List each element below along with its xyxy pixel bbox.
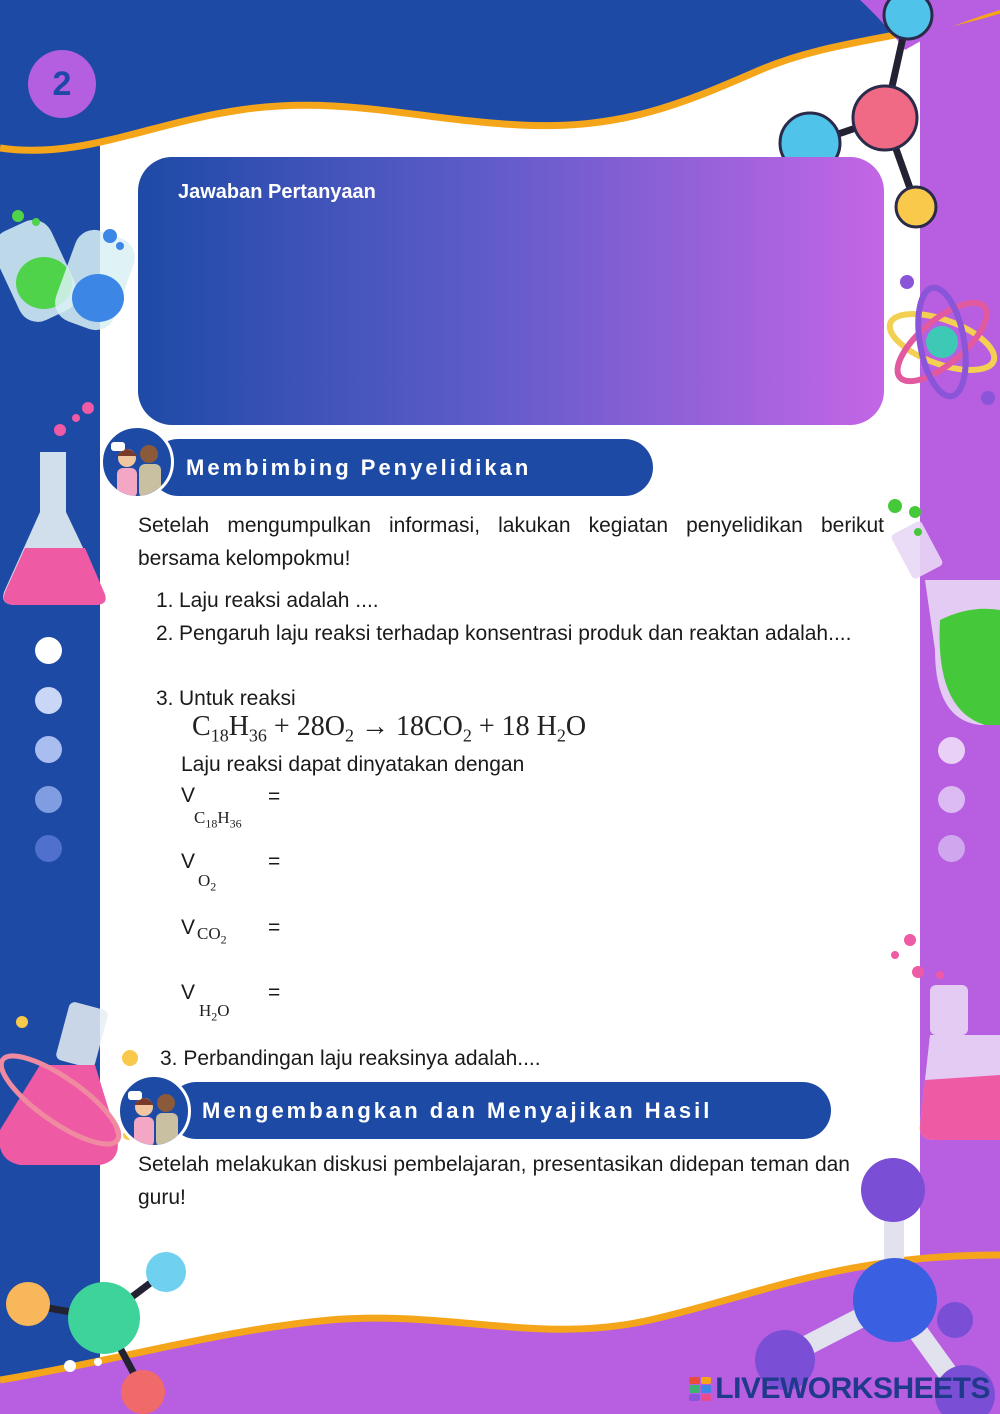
list-number: 2.: [156, 622, 174, 645]
rate-answer-h2o[interactable]: [292, 977, 852, 1017]
section1-intro: Setelah mengumpulkan informasi, lakukan kegiatan penyelidikan berikut bersama kelompokmu!: [138, 514, 884, 570]
section-header-membimbing: [150, 439, 653, 496]
liveworksheets-logo-icon: [689, 1377, 711, 1401]
section-header-mengembangkan: [168, 1082, 831, 1139]
right-dot-2: [938, 786, 965, 813]
section-title: Mengembangkan dan Menyajikan Hasil: [202, 1097, 713, 1123]
rate-species-c18h36: $C_{18}H_{36}$: [194, 808, 242, 831]
section2-text: Setelah melakukan diskusi pembelajaran, presentasikan didepan teman dan guru!: [138, 1153, 850, 1209]
reaction-equation: $C_{18}H_{36} + 28O_2 \to 18CO_2 + 18$ $H_2O$: [192, 711, 587, 746]
progress-dot-1: [35, 637, 62, 664]
people-avatar-icon: [117, 1074, 191, 1148]
rate-answer-c18h36[interactable]: [292, 782, 852, 822]
list-item-2: Pengaruh laju reaksi terhadap konsentrasi produk dan reaktan adalah....: [179, 622, 852, 645]
comparison-question: 3. Perbandingan laju reaksinya adalah....: [160, 1047, 541, 1070]
rate-answer-o2[interactable]: [292, 846, 852, 886]
rate-species-co2: $CO_2$: [197, 924, 227, 947]
people-avatar-icon: [100, 425, 174, 499]
section-title: Membimbing Penyelidikan: [186, 454, 532, 480]
right-dot-3: [938, 835, 965, 862]
liveworksheets-watermark: [689, 1372, 990, 1406]
progress-dot-4: [35, 786, 62, 813]
rate-equals: =: [268, 850, 281, 873]
rate-intro: Laju reaksi dapat dinyatakan dengan: [181, 753, 525, 776]
rate-v-label: V: [181, 916, 196, 939]
rate-species-o2: $O_2$: [198, 871, 217, 894]
progress-dot-3: [35, 736, 62, 763]
list-item-1: Laju reaksi adalah ....: [179, 589, 379, 612]
rate-equals: =: [268, 916, 281, 939]
rate-equals: =: [268, 981, 281, 1004]
watermark-text: LIVEWORKSHEETS: [715, 1372, 990, 1405]
rate-equals: =: [268, 785, 281, 808]
list-item-3: Untuk reaksi: [179, 687, 296, 710]
rate-species-h2o: $H_2O$: [199, 1001, 230, 1024]
arrow-icon: →: [353, 711, 396, 742]
list-number: 3.: [156, 687, 174, 710]
right-dot-1: [938, 737, 965, 764]
rate-v-label: V: [181, 850, 196, 873]
rate-answer-co2[interactable]: [292, 912, 852, 952]
rate-v-label: V: [181, 981, 196, 1004]
list-number: 1.: [156, 589, 174, 612]
progress-dot-2: [35, 687, 62, 714]
progress-dot-5: [35, 835, 62, 862]
page-number: 2: [28, 50, 96, 118]
answer-box-title: Jawaban Pertanyaan: [178, 181, 376, 203]
rate-v-label: V: [181, 784, 196, 807]
